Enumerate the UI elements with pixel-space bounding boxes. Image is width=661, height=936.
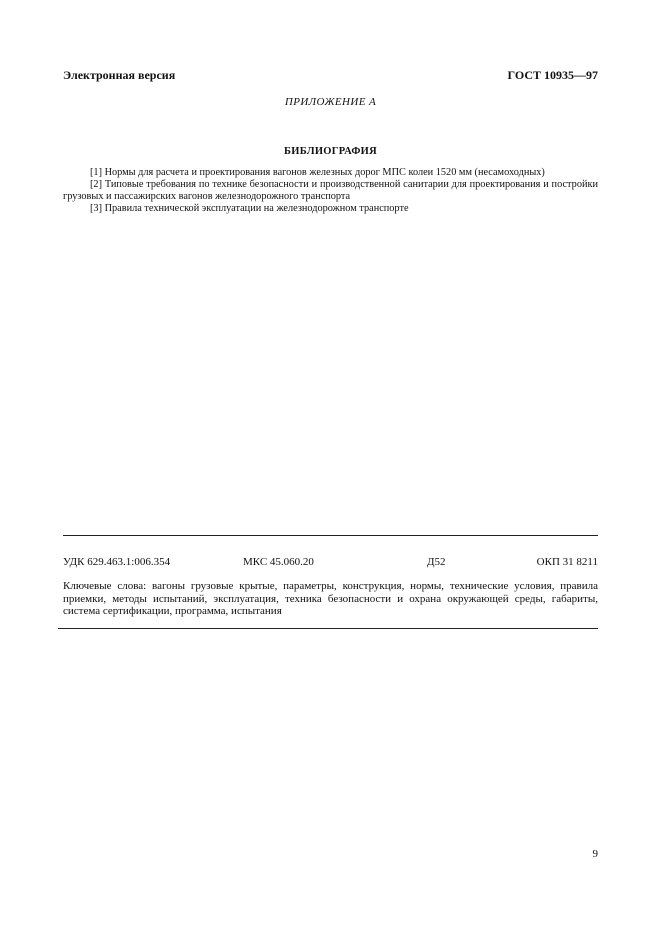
d-code: Д52 (427, 556, 446, 568)
header-standard-number: ГОСТ 10935—97 (507, 68, 598, 82)
bottom-divider (58, 628, 598, 629)
bibliography-item: [2] Типовые требования по технике безопасности и производственной санитарии для проектирования и постройки грузовых и пассажирских вагонов железнодорожного транспорта (63, 179, 598, 202)
classification-row (63, 556, 598, 570)
okp-code: ОКП 31 8211 (536, 556, 598, 568)
bibliography-item: [1] Нормы для расчета и проектирования вагонов железных дорог МПС колеи 1520 мм (несамоходных) (90, 167, 545, 178)
appendix-title: ПРИЛОЖЕНИЕ А (284, 96, 377, 108)
bibliography-title: БИБЛИОГРАФИЯ (284, 146, 377, 157)
udk-code: УДК 629.463.1:006.354 (63, 556, 171, 568)
bibliography-list (63, 167, 598, 215)
mks-code: МКС 45.060.20 (243, 556, 314, 568)
top-divider (63, 535, 598, 536)
bibliography-item: [3] Правила технической эксплуатации на железнодорожном транспорте (90, 203, 409, 214)
page-number: 9 (592, 848, 598, 860)
keywords-text: Ключевые слова: вагоны грузовые крытые, параметры, конструкция, нормы, технические условия, правила приемки, методы испытаний, эксплуатация, техника безопасности и охрана окружающей среды, габариты, система сертификации, программа, испытания (63, 580, 598, 617)
header-edition-label: Электронная версия (63, 68, 176, 82)
